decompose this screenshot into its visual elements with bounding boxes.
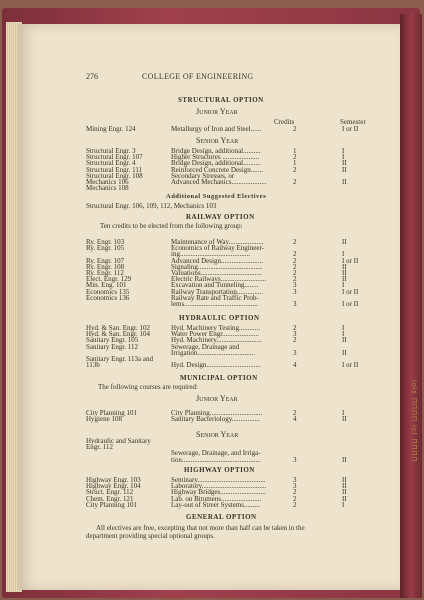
course-title: Irrigation................................. <box>171 348 256 357</box>
course-title: Water Power Engr..................... <box>171 330 259 339</box>
catalog-page <box>18 24 400 590</box>
course-title: ing........................................ <box>171 250 250 259</box>
course-semester: I <box>342 153 345 162</box>
structural-junior-heading: Junior Year <box>196 107 238 116</box>
municipal-intro: The following courses are required: <box>98 383 198 391</box>
course-semester: II <box>342 269 347 277</box>
course-semester: II <box>342 348 347 357</box>
course-credits: 2 <box>293 153 297 162</box>
course-title: Hyd. Machinery Testing............ <box>171 324 261 332</box>
structural-electives-heading: Additional Suggested Electives <box>166 193 267 200</box>
course-credits: 2 <box>293 178 297 186</box>
course-credits: 3 <box>293 300 297 308</box>
course-credits: 4 <box>293 361 297 370</box>
course-title: Laboratory..................................... <box>171 482 267 491</box>
course-title: Advanced Mechanics.................... <box>171 178 267 186</box>
course-course: Hydraulic and Sanitary <box>86 437 151 445</box>
course-course: Sanitary Engr. 113a and <box>86 355 154 363</box>
course-title: Excavation and Tunneling........ <box>171 281 259 290</box>
course-course: Elect. Engr. 129 <box>86 275 132 284</box>
course-credits: 2 <box>293 269 297 277</box>
course-semester: I <box>342 500 345 509</box>
course-title: Railway Rate and Traffic Prob- <box>171 293 259 302</box>
railway-intro: Ten credits to be elected from the following group: <box>100 222 243 230</box>
course-credits: 2 <box>293 275 297 284</box>
course-course: Economics 135 <box>86 287 130 296</box>
course-title: Signaling..................................... <box>171 262 263 271</box>
course-credits: 3 <box>293 455 297 464</box>
hydraulic-heading: HYDRAULIC OPTION <box>179 314 260 322</box>
course-course: Sanitary Engr. 112 <box>86 342 139 351</box>
course-title: Maintenance of Way.................... <box>171 238 264 246</box>
course-credits: 2 <box>293 238 297 246</box>
course-credits: 2 <box>293 494 297 503</box>
course-course: Mechanics 106 <box>86 178 129 186</box>
course-title: Metallurgy of Iron and Steel...... <box>171 125 262 133</box>
course-semester: II <box>342 165 347 174</box>
course-course: Structural Engr. 107 <box>86 153 143 162</box>
course-course: Structural Engr. 108 <box>86 171 143 180</box>
course-title: Valuations................................... <box>171 269 262 277</box>
course-course: Min. Eng. 101 <box>86 281 127 290</box>
course-title: Advanced Design........................ <box>171 256 263 265</box>
course-semester: II <box>342 415 347 424</box>
course-credits: 2 <box>293 250 297 259</box>
course-title: Economics of Railway Engineer- <box>171 244 264 253</box>
semester-column-header: Semester <box>340 118 366 126</box>
course-title: Sanitary Bacteriology................ <box>171 415 260 424</box>
course-credits: 3 <box>293 281 297 290</box>
course-semester: I <box>342 409 345 417</box>
course-title: Bridge Design, additional.......... <box>171 159 261 168</box>
page-number: 276 <box>86 72 98 81</box>
course-title: lems.......................................... <box>171 300 258 308</box>
structural-heading: STRUCTURAL OPTION <box>178 96 264 104</box>
running-title: COLLEGE OF ENGINEERING <box>142 72 254 81</box>
course-title: Electric Railways.......................... <box>171 275 267 284</box>
course-semester: I <box>342 147 345 155</box>
course-title: Hyd. Design............................... <box>171 361 261 370</box>
course-semester: II <box>342 262 347 271</box>
course-title: tion............................................. <box>171 455 261 464</box>
course-semester: I <box>342 324 345 332</box>
course-course: 113b <box>86 361 100 370</box>
municipal-heading: MUNICIPAL OPTION <box>180 374 258 382</box>
general-text-line-2: department providing special optional groups. <box>86 532 215 540</box>
course-course: Ry. Engr. 105 <box>86 244 125 253</box>
course-semester: II <box>342 482 347 491</box>
general-heading: GENERAL OPTION <box>186 513 257 521</box>
highway-heading: HIGHWAY OPTION <box>184 466 255 474</box>
course-course: Economics 136 <box>86 293 130 302</box>
course-course: Sanitary Engr. 105 <box>86 336 139 345</box>
course-course: Highway Engr. 103 <box>86 476 141 484</box>
course-course: Mechanics 108 <box>86 184 129 193</box>
course-course: Ry. Engr. 112 <box>86 269 124 277</box>
course-title: Secondary Stresses, or <box>171 171 235 180</box>
course-course: Hyd. & San. Engr. 104 <box>86 330 150 339</box>
course-credits: 1 <box>293 159 297 168</box>
course-credits: 4 <box>293 415 297 424</box>
course-course: Engr. 112 <box>86 443 113 452</box>
course-course: City Planning 101 <box>86 409 137 417</box>
course-course: Highway Engr. 104 <box>86 482 141 491</box>
course-course: Ry. Engr. 107 <box>86 256 125 265</box>
course-credits: 2 <box>293 336 297 345</box>
course-credits: 2 <box>293 409 297 417</box>
course-semester: II <box>342 238 347 246</box>
course-title: City Planning.............................. <box>171 409 263 417</box>
course-credits: 2 <box>293 488 297 497</box>
course-semester: I <box>342 330 345 339</box>
course-credits: 2 <box>293 500 297 509</box>
general-text-line-1: All electives are free, excepting that not more than half can be taken in the <box>96 524 305 532</box>
course-title: Hyd. Machinery.......................... <box>171 336 262 345</box>
course-course: City Planning 101 <box>86 500 137 509</box>
course-semester: II <box>342 336 347 345</box>
course-semester: II <box>342 476 347 484</box>
course-semester: II <box>342 488 347 497</box>
municipal-junior-heading: Junior Year <box>196 394 238 403</box>
course-title: Reinforced Concrete Design....... <box>171 165 263 174</box>
course-semester: II <box>342 455 347 464</box>
railway-heading: RAILWAY OPTION <box>186 213 255 221</box>
course-course: Hyd. & San. Engr. 102 <box>86 324 150 332</box>
course-title: Seminary....................................... <box>171 476 266 484</box>
course-semester: II <box>342 178 347 186</box>
municipal-senior-heading: Senior Year <box>196 430 239 439</box>
course-semester: I or II <box>342 361 359 370</box>
course-semester: II <box>342 275 347 284</box>
course-credits: 3 <box>293 482 297 491</box>
course-title: Sewerage, Drainage and <box>171 342 240 351</box>
course-semester: I or II <box>342 125 359 133</box>
course-title: Higher Structures ..................... <box>171 153 260 162</box>
course-credits: 2 <box>293 324 297 332</box>
course-title: Sewerage, Drainage, and Irriga- <box>171 449 261 458</box>
course-credits: 2 <box>293 262 297 271</box>
course-title: Lab. on Bitumens....................... <box>171 494 262 503</box>
course-credits: 2 <box>293 165 297 174</box>
structural-electives-text: Structural Engr. 106, 109, 112, Mechanics 103 <box>86 202 217 210</box>
course-semester: I or II <box>342 300 359 308</box>
credits-column-header: Credits <box>274 118 295 126</box>
course-course: Struct. Engr. 112 <box>86 488 134 497</box>
course-semester: I <box>342 250 345 259</box>
course-credits: 3 <box>293 330 297 339</box>
course-credits: 2 <box>293 125 297 133</box>
spine-lettering: Iols ΠΠΠΠ IcI ΠΠΠΠ <box>410 380 417 463</box>
course-title: Railway Transportation............... <box>171 287 264 296</box>
course-semester: I or II <box>342 256 359 265</box>
course-course: Chem. Engr. 121 <box>86 494 134 503</box>
course-credits: 3 <box>293 348 297 357</box>
course-credits: 1 <box>293 147 297 155</box>
course-credits: 2 <box>293 256 297 265</box>
course-course: Hygiene 108 <box>86 415 122 424</box>
course-course: Structural Engr. 111 <box>86 165 143 174</box>
course-semester: II <box>342 494 347 503</box>
course-course: Ry. Engr. 108 <box>86 262 125 271</box>
course-title: Bridge Design, additional.......... <box>171 147 261 155</box>
course-course: Structural Engr. 4 <box>86 159 136 168</box>
course-semester: I or II <box>342 287 359 296</box>
course-credits: 3 <box>293 476 297 484</box>
course-credits: 3 <box>293 287 297 296</box>
course-title: Highway Bridges.......................... <box>171 488 266 497</box>
course-semester: II <box>342 159 347 168</box>
course-semester: I <box>342 281 345 290</box>
course-course: Ry. Engr. 103 <box>86 238 125 246</box>
course-course: Mining Engr. 124 <box>86 125 136 133</box>
course-title: Lay-out of Street Systems......... <box>171 500 260 509</box>
course-course: Structural Engr. 3 <box>86 147 136 155</box>
structural-senior-heading: Senior Year <box>196 136 239 145</box>
